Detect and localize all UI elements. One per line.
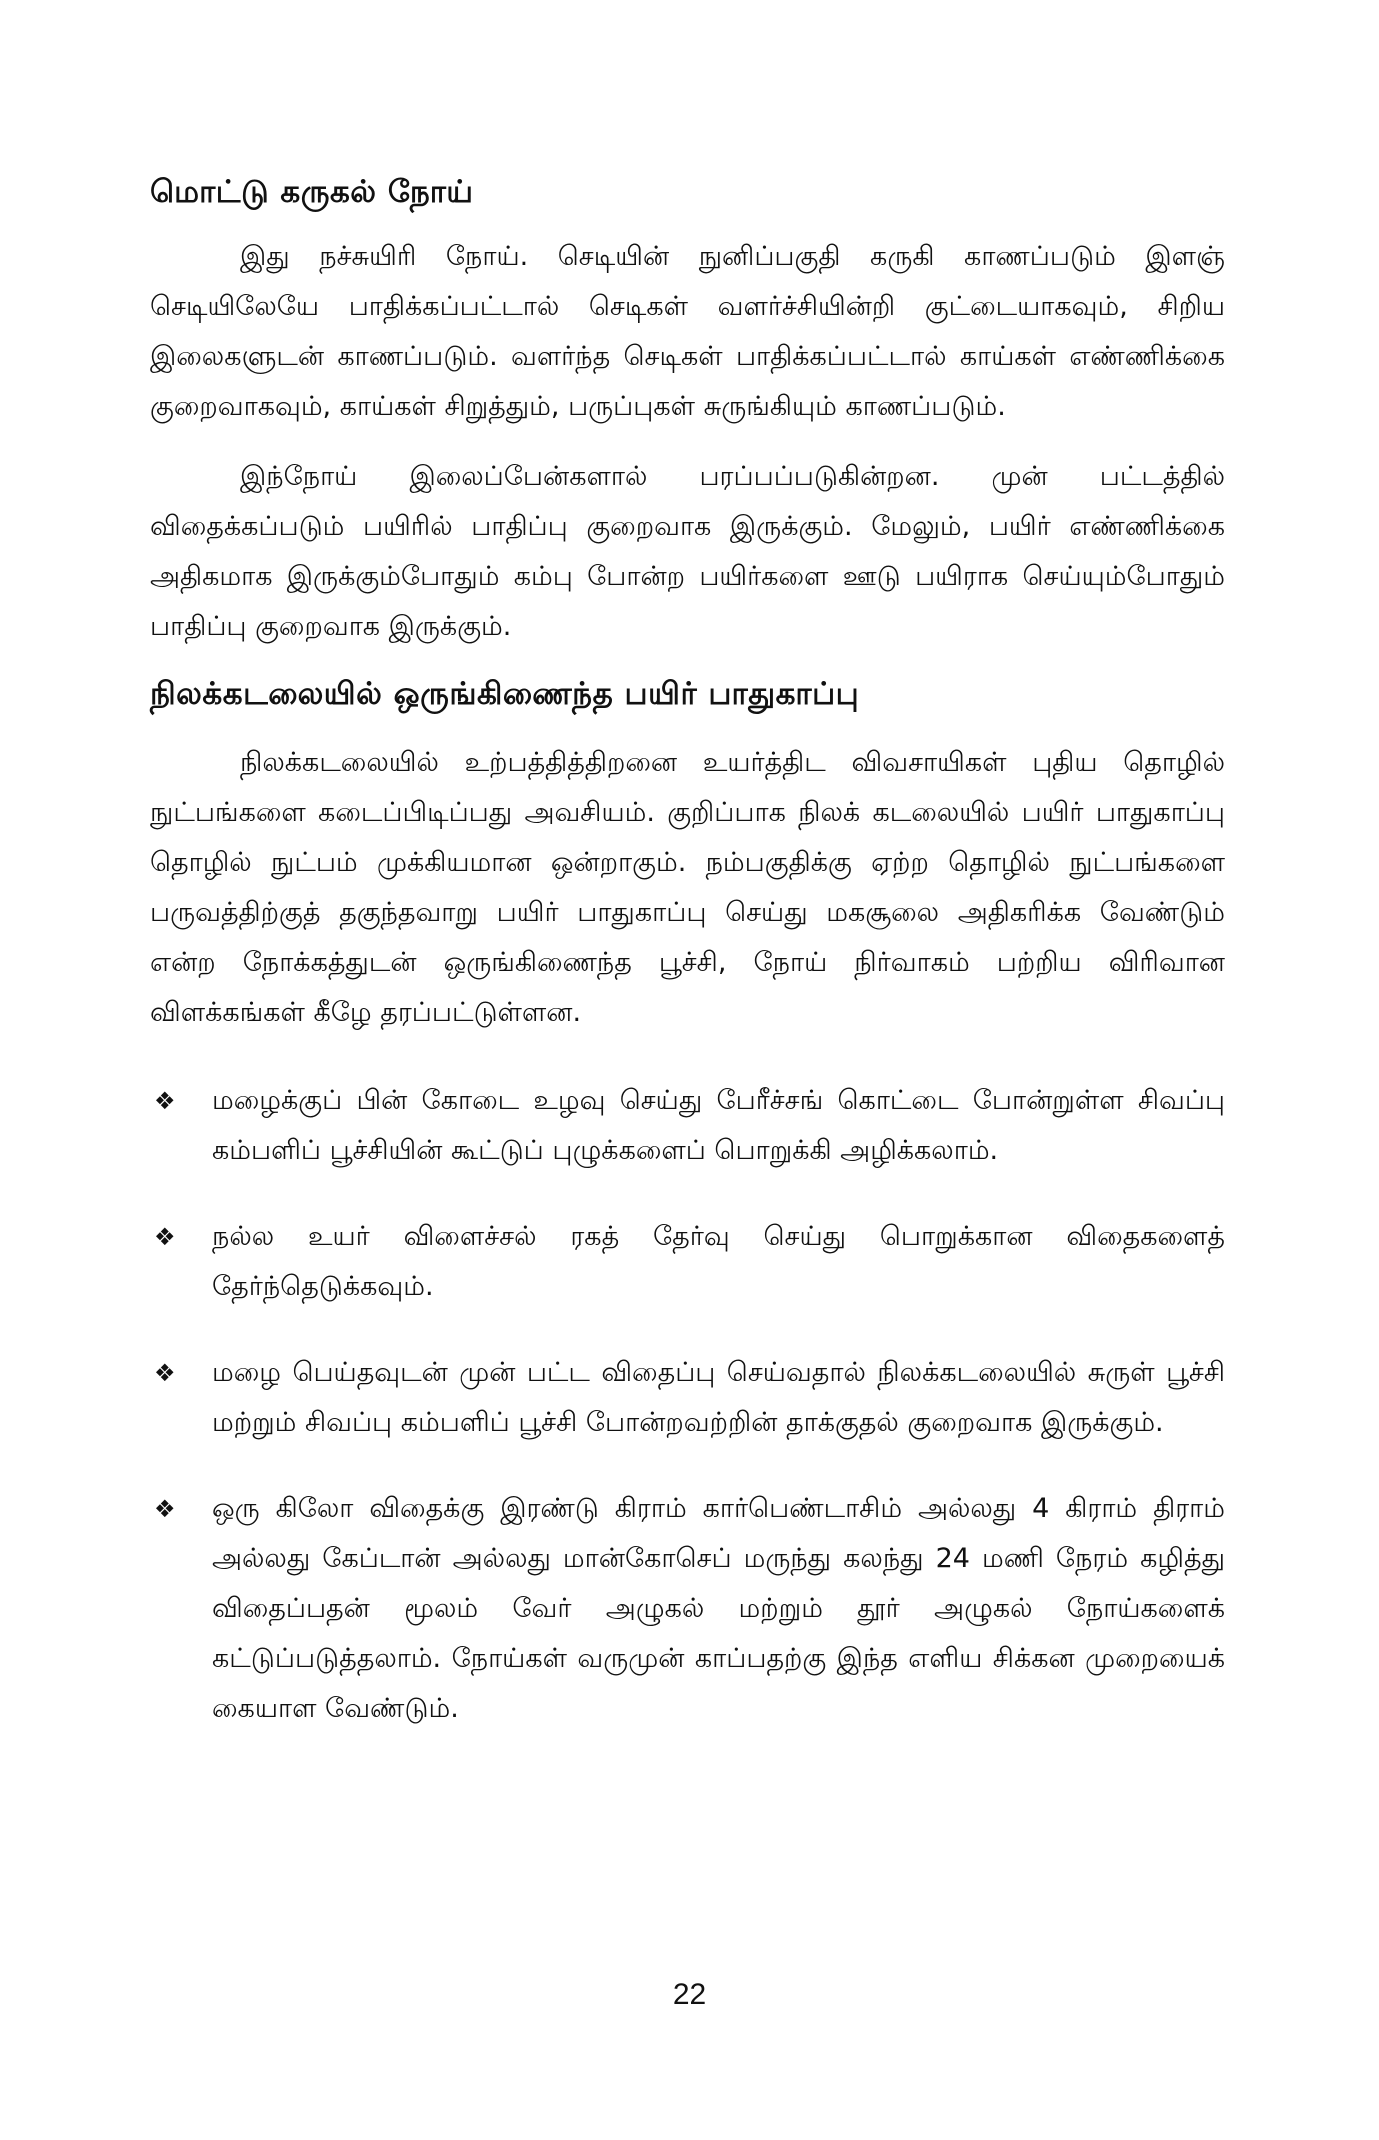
section-heading-integrated-protection: நிலக்கடலையில் ஒருங்கிணைந்த பயிர் பாதுகாப்பு	[150, 676, 860, 712]
diamond-bullet-icon: ❖	[154, 1087, 176, 1115]
paragraph-integrated-protection-intro: நிலக்கடலையில் உற்பத்தித்திறனை உயர்த்திட விவசாயிகள் புதிய தொழில் நுட்பங்களை கடைப்பிடிப்பது அவசியம். குறிப்பாக நிலக் கடலையில் பயிர் பாதுகாப்பு தொழில் நுட்பம் முக்கியமான ஒன்றாகும். நம்பகுதிக்கு ஏற்ற தொழில் நுட்பங்களை பருவத்திற்குத் தகுந்தவாறு பயிர் பாதுகாப்பு செய்து மகசூலை அதிகரிக்க வேண்டும் என்ற நோக்கத்துடன் ஒருங்கிணைந்த பூச்சி, நோய் நிர்வாகம் பற்றிய விரிவான விளக்கங்கள் கீழே தரப்பட்டுள்ளன.	[150, 747, 1225, 1028]
list-item	[150, 1076, 1225, 1176]
document-page	[150, 170, 1225, 1770]
section-heading-bud-necrosis: மொட்டு கருகல் நோய்	[150, 174, 474, 210]
list-item	[150, 1484, 1225, 1734]
list-item-text: நல்ல உயர் விளைச்சல் ரகத் தேர்வு செய்து பொறுக்கான விதைகளைத் தேர்ந்தெடுக்கவும்.	[212, 1221, 1225, 1302]
list-item-text: ஒரு கிலோ விதைக்கு இரண்டு கிராம் கார்பெண்டாசிம் அல்லது 4 கிராம் திராம் அல்லது கேப்டான் அல்லது மான்கோசெப் மருந்து கலந்து 24 மணி நேரம் கழித்து விதைப்பதன் மூலம் வேர் அழுகல் மற்றும் தூர் அழுகல் நோய்களைக் கட்டுப்படுத்தலாம். நோய்கள் வருமுன் காப்பதற்கு இந்த எளிய சிக்கன முறையைக் கையாள வேண்டும்.	[212, 1493, 1225, 1724]
bullet-list	[150, 1076, 1225, 1734]
list-item	[150, 1212, 1225, 1312]
paragraph-bud-necrosis-spread: இந்நோய் இலைப்பேன்களால் பரப்பப்படுகின்றன. முன் பட்டத்தில் விதைக்கப்படும் பயிரில் பாதிப்பு குறைவாக இருக்கும். மேலும், பயிர் எண்ணிக்கை அதிகமாக இருக்கும்போதும் கம்பு போன்ற பயிர்களை ஊடு பயிராக செய்யும்போதும் பாதிப்பு குறைவாக இருக்கும்.	[150, 461, 1225, 642]
list-item	[150, 1348, 1225, 1448]
diamond-bullet-icon: ❖	[154, 1495, 176, 1523]
list-item-text: மழைக்குப் பின் கோடை உழவு செய்து பேரீச்சங் கொட்டை போன்றுள்ள சிவப்பு கம்பளிப் பூச்சியின் கூட்டுப் புழுக்களைப் பொறுக்கி அழிக்கலாம்.	[212, 1085, 1225, 1166]
list-item-text: மழை பெய்தவுடன் முன் பட்ட விதைப்பு செய்வதால் நிலக்கடலையில் சுருள் பூச்சி மற்றும் சிவப்பு கம்பளிப் பூச்சி போன்றவற்றின் தாக்குதல் குறைவாக இருக்கும்.	[212, 1357, 1225, 1438]
diamond-bullet-icon: ❖	[154, 1223, 176, 1251]
page-number: 22	[672, 1978, 707, 2011]
paragraph-bud-necrosis-symptoms: இது நச்சுயிரி நோய். செடியின் நுனிப்பகுதி கருகி காணப்படும் இளஞ் செடியிலேயே பாதிக்கப்பட்டால் செடிகள் வளர்ச்சியின்றி குட்டையாகவும், சிறிய இலைகளுடன் காணப்படும். வளர்ந்த செடிகள் பாதிக்கப்பட்டால் காய்கள் எண்ணிக்கை குறைவாகவும், காய்கள் சிறுத்தும், பருப்புகள் சுருங்கியும் காணப்படும்.	[150, 241, 1225, 422]
diamond-bullet-icon: ❖	[154, 1359, 176, 1387]
